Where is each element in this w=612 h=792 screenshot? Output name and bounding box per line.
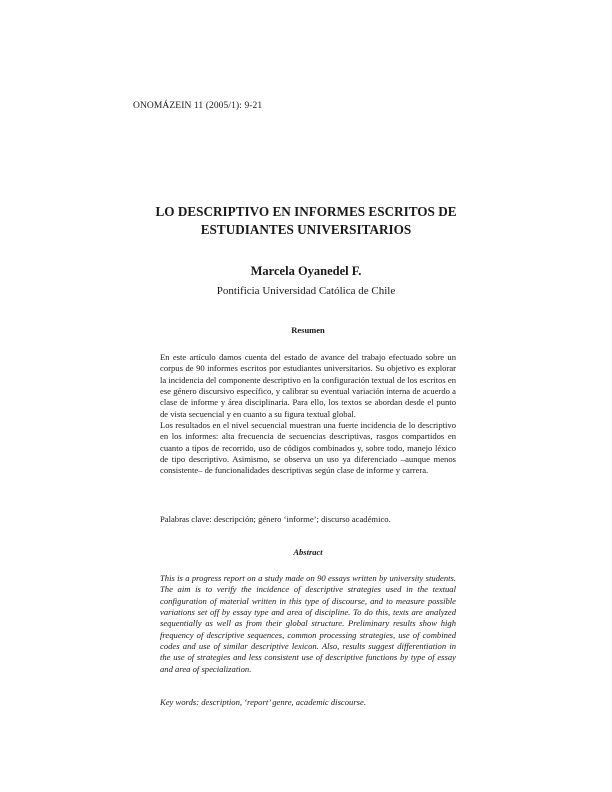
abstract-heading: Abstract xyxy=(293,547,323,557)
resumen-paragraph-1: En este artículo damos cuenta del estado de avance del trabajo efectuado sobre un corpus de 90 informes escritos por estudiantes universitarios. Su objetivo es explorar la incidencia del componente descriptivo en la configuración textual de los escritos en ese género discursivo específico, y calibrar su eventual variación interna de acuerdo a clase de informe y área disciplinaria. Para ello, los textos se abordan desde el punto de vista secuencial y en cuanto a su figura textual global. xyxy=(160,352,456,419)
title-line-1: LO DESCRIPTIVO EN INFORMES ESCRITOS DE xyxy=(155,204,457,219)
resumen-heading: Resumen xyxy=(291,325,325,335)
abstract-paragraph: This is a progress report on a study made on 90 essays written by university students. The aim is to verify the incidence of descriptive strategies used in the textual configuration of material written in this type of discourse, and to measure possible variations set off by essay type and area of discipline. To do this, texts are analyzed sequentially as well as from their global structure. Preliminary results show high frequency of descriptive sequences, common processing strategies, use of combined codes and use of similar descriptive lexicon. Also, results suggest differentiation in the use of strategies and less consistent use of descriptive functions by type of essay and area of specialization. xyxy=(160,573,456,674)
author-name: Marcela Oyanedel F. xyxy=(250,264,362,278)
palabras-clave: Palabras clave: descripción; género ‘informe’; discurso académico. xyxy=(160,514,391,524)
resumen-paragraph-2: Los resultados en el nivel secuencial muestran una fuerte incidencia de lo descriptivo en los informes: alta frecuencia de secuencias descriptivas, rasgos compartidos en cuanto a tipos de recorrido, uso de códigos combinados y, sobre todo, manejo léxico de tipo descriptivo. Asimismo, se observa un uso ya diferenciado –aunque menos consistente– de funcionalidades descriptivas según clase de informe y carrera. xyxy=(160,420,456,476)
journal-citation: ONOMÁZEIN 11 (2005/1): 9-21 xyxy=(133,101,263,111)
abstract-body xyxy=(160,573,456,675)
title-line-2: ESTUDIANTES UNIVERSITARIOS xyxy=(200,222,412,237)
key-words: Key words: description, ‘report’ genre, academic discourse. xyxy=(160,697,366,707)
resumen-body xyxy=(160,352,456,477)
author-affiliation: Pontificia Universidad Católica de Chile xyxy=(216,285,396,297)
article-title xyxy=(100,203,512,239)
